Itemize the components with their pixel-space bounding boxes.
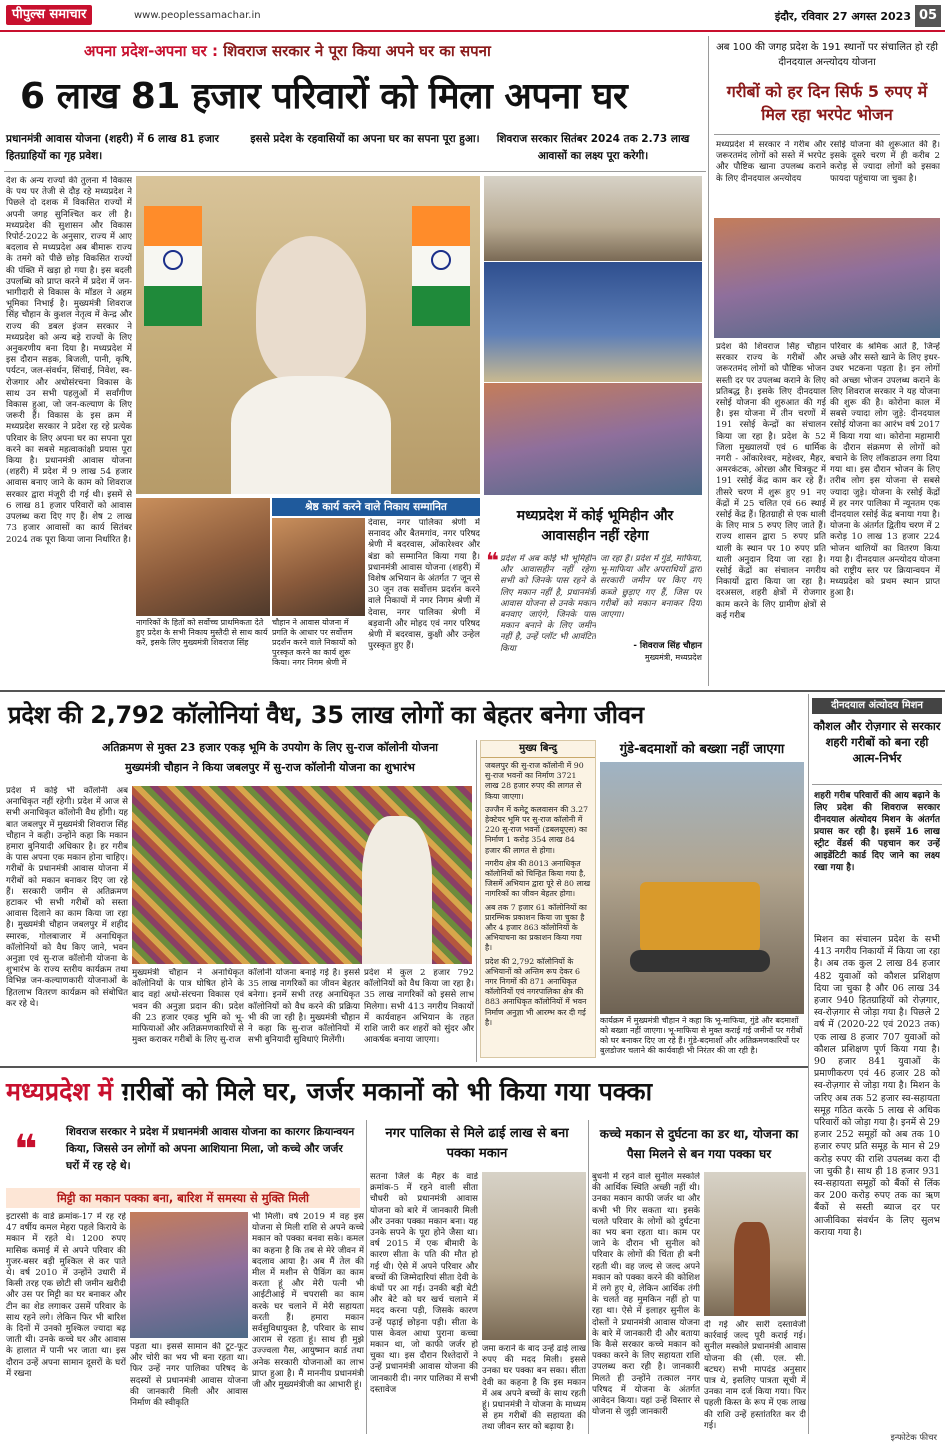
food-headline: गरीबों को हर दिन सिर्फ 5 रुपए में मिल रहा भरपेट भोजन [726, 82, 928, 124]
story2-caption: जमा कराने के बाद उन्हें ढाई लाख रुपए की मदद मिली। इससे उनका घर पक्का बन सका। सीता देवी का कहना है कि इस मकान में अब अपने बच्चों के साथ रहती हूं। प्रधानमंत्री ने योजना के माध्यम से हम गरीबों की सहायता की तथा जीवन स्तर को बढ़ाया है। [482, 1344, 586, 1433]
story1-caption: पड़ता था। इससे सामान की टूट-फूट और चोरी का भय भी बना रहता था। फिर उन्हें नगर पालिका परिषद के सदस्यों से प्रधानमंत्री आवास योजना की जानकारी मिली और आवास निर्माण की स्वीकृति [130, 1342, 248, 1409]
masthead [0, 0, 945, 32]
key-points-list [481, 758, 595, 1031]
award-presentation-photo [272, 518, 365, 616]
pakka-headline-red: मध्यप्रदेश में [6, 1077, 114, 1106]
lead-kicker-prefix: अपना प्रदेश-अपना घर : [84, 42, 218, 60]
quote-headline: मध्यप्रदेश में कोई भूमिहीन और आवासहीन नहीं रहेगा [516, 508, 674, 544]
quote-column-2: जा रहा है। प्रदेश में गुंडे, माफिया, भू-माफिया और अपराधियों द्वारा सरकारी जमीन पर किए गए कब्जे छुड़ाए गए हैं, जिस पर गरीबों को मकान बनाकर दिया जाएगा। [600, 554, 702, 621]
lead-highlight-2: इससे प्रदेश के रहवासियों का अपना घर का सपना पूरा हुआ। [250, 133, 480, 145]
pm-modi-photo [136, 176, 480, 494]
award-banner: श्रेष्ठ कार्य करने वाले निकाय सम्मानित [272, 498, 480, 516]
story2-house-photo [482, 1172, 586, 1340]
story3-col1: बुधनी में रहने वाले सुनील मस्कोले की आर्थिक स्थिति अच्छी नहीं थी। उनका मकान काफी जर्जर था और कभी भी गिर सकता था। इसके चलते परिवार के लोगों को दुर्घटना का भय बना रहता था। काम पर जाने के दौरान भी सुनील को परिवार के लोगों की चिंता ही बनी रहती थी। वह जल्द से जल्द अपने मकान को पक्का करने की कोशिश में लगे हुए थे, लेकिन आर्थिक तंगी के चलते वह मुमकिन नहीं हो पा रहा था। ऐसे में इलाहर सुनील के दोस्तों ने प्रधानमंत्री आवास योजना के बारे में जानकारी दी और बताया कि कैसे सरकार कच्चे मकान को पक्का करने के लिए सहायता राशि उपलब्ध करा रही है। जानकारी मिलते ही उन्होंने तत्काल नगर परिषद में योजना के अंतर्गत आवेदन किया। यहां उन्हें विस्तार से योजना से जुड़ी जानकारी [592, 1172, 700, 1418]
cm-award-photo [136, 498, 270, 616]
dateline: इंदौर, रविवार 27 अगस्त 2023 [774, 10, 911, 23]
story1-col1: इटारसी के वार्ड क्रमांक-17 में रह रहे 47 वर्षीय कमल मेहरा पहले किराये के मकान में रहते थे। 1200 रुपए मासिक कमाई में से अपने परिवार की गुजर-बसर बड़ी मुश्किल से कर पाते थे। वर्ष 2010 में उन्होंने उधारी में किसी तरह एक छोटी सी जमीन खरीदी और उस पर मिट्टी का घर बनाकर और टीन का शेड लगाकर उसमें परिवार के साथ रहने लगे। लेकिन फिर भी बारिश के दिनों में उनको मुश्किल ज्यादा बढ़ जाती थी। उनके कच्चे घर और आवास के हालात में पानी भर जाता था। इस दौरान उन्हें अपना सामान दूसरों के घरों में रखना [6, 1212, 126, 1379]
lead-kicker [84, 40, 704, 62]
colonies-subhead-1: अतिक्रमण से मुक्त 23 हजार एकड़ भूमि के उपयोग के लिए सु-राज कॉलोनी योजना [101, 741, 439, 754]
website-url[interactable]: www.peoplessamachar.in [134, 10, 261, 21]
award-ceremony-photo [484, 262, 702, 382]
story3-title: कच्चे मकान से दुर्घटना का डर था, योजना का पैसा मिलने से बन गया पक्का घर [599, 1127, 799, 1161]
story3-caption: दी गई और सारी दस्तावेजी कार्रवाई जल्द पूरी कराई गई। सुनील मस्कोले प्रधानमंत्री आवास योजना की (सी. एल. सी. बटघर) सभी मापदंड अनुसार पात्र थे, इसलिए पात्रता सूची में उनका नाम दर्ज किया गया। फिर पहली किस्त के रूप में एक लाख की राशि उन्हें हस्तांतरित कर दी गई। [704, 1320, 806, 1431]
colonies-body-mid-2: कॉलोनी योजना बनाई गई है। इससे 35 लाख नागरिकों का जीवन बेहतर बनेगा। इनमें सभी तरह अनाधिकृत कॉलोनियों को वैध करने की प्रक्रिया भी की जा रही है। मुख्यमंत्री चौहान ने कहा कि सु-राज कॉलोनियों में सभी बुनियादी सुविधाएं मिलेंगी। [248, 968, 360, 1046]
key-point: अब तक 7 हजार 61 कॉलोनियों का प्रारम्भिक प्रकाशन किया जा चुका है और 4 हजार 863 कॉलोनियों के अभियाचना का प्रकाशन किया गया है। [485, 902, 587, 953]
mission-headline: कौशल और रोज़गार से सरकार शहरी गरीबों को बना रही आत्म-निर्भर [813, 719, 941, 765]
lead-highlight-3: शिवराज सरकार सितंबर 2024 तक 2.73 लाख आवासों का लक्ष्य पूरा करेगी। [496, 133, 690, 162]
lead-highlight-1: प्रधानमंत्री आवास योजना (शहरी) में 6 लाख 81 हजार हितग्राहियों का गृह प्रवेश। [6, 133, 219, 162]
colonies-subhead-2: मुख्यमंत्री चौहान ने किया जबलपुर में सु-राज कॉलोनी योजना का शुभारंभ [125, 761, 415, 774]
key-points-title: मुख्य बिन्दु [481, 741, 595, 758]
jabalpur-rally-photo [132, 786, 472, 964]
lead-kicker-text: शिवराज सरकार ने पूरा किया अपने घर का सपना [223, 42, 491, 60]
food-serving-photo [714, 218, 940, 338]
food-col1-top: मध्यप्रदेश में सरकार ने गरीब और जरूरतमंद लोगों को सस्ते में भरपेट और पौष्टिक खाना उपलब्ध कराने के लिए दीनदयाल अन्त्योदय [716, 140, 826, 184]
pakka-quote: शिवराज सरकार ने प्रदेश में प्रधानमंत्री आवास योजना का कारगर क्रियान्वयन किया, जिससे उन लोगों को अपना आशियाना मिला, जो कच्चे और जर्जर घरों में रह रहे थे। [66, 1126, 355, 1172]
colonies-body-left: प्रदेश में कोई भी कॉलोनी अब अनाधिकृत नहीं रहेगी। प्रदेश में आज से सभी अनाधिकृत कॉलोनी वैध होंगी। यह बात जबलपुर में मुख्यमंत्री शिवराज सिंह चौहान ने कही। उन्होंने कहा कि मकान हमारा बुनियादी अधिकार है। हर गरीब के पास अपना एक मकान होना चाहिए। गरीबों के प्रधानमंत्री आवास योजना में गरीबों को मकान बनाकर दिए जा रहे हैं। सरकारी जमीन से अतिक्रमण हटाकर भी सभी गरीबों को सस्ता आवास दिलाने का काम किया जा रहा है। मुख्यमंत्री चौहान जबलपुर में शहीद स्मारक, गोलबाजार में अनाधिकृत कॉलोनियों को वैध किए जाने, भवन अनुज्ञा एवं सु-राज कॉलोनी योजना के शुभारंभ के राज्य स्तरीय कार्यक्रम तथा विभिन्न जन-कल्याणकारी योजनाओं के हितलाभ वितरण कार्यक्रम को संबोधित कर रहे थे। [6, 786, 128, 1009]
food-col2-top: रसोई योजना की शुरूआत की है। इसके दूसरे चरण में ही करीब 2 करोड़ से ज्यादा लोगों को इसका फायदा पहुंचाया जा चुका है। [830, 140, 940, 184]
award-text-right: देवास, नगर पालिका श्रेणी में सनावद और बैतमगांव, नगर परिषद श्रेणी में बदरवास, ओंकारेश्वर और बंडा को सम्मानित किया गया है। प्रधानमंत्री आवास योजना (शहरी) में विशेष अभियान के अंतर्गत 7 जून से 30 जून तक सर्वोत्तम प्रदर्शन करने वाले निकायों में नगर निगम श्रेणी में देवास, नगर पालिका श्रेणी में बड़वानी और मोहद एवं नगर परिषद श्रेणी में बदरवास, कुक्षी और उन्हेल पुरस्कृत हुए हैं। [368, 518, 480, 652]
colonies-headline: प्रदेश की 2,792 कॉलोनियां वैध, 35 लाख लोगों का बेहतर बनेगा जीवन [8, 701, 644, 729]
key-points-box [480, 740, 596, 1058]
story1-title: मिट्टी का मकान पक्का बना, बारिश में समस्या से मुक्ति मिली [6, 1188, 360, 1208]
food-kicker: अब 100 की जगह प्रदेश के 191 स्थानों पर संचालित हो रही दीनदयाल अन्त्योदय योजना [716, 42, 938, 68]
key-point: जबलपुर की सु-राज कॉलोनी में 90 सु-राज भवनों का निर्माण 3721 लाख 28 हजार रुपए की लागत से किया जाएगा। [485, 761, 584, 801]
pakka-headline-text: ग़रीबों को मिले घर, जर्जर मकानों को भी किया गया पक्का [121, 1077, 653, 1106]
lead-body-column: देश के अन्य राज्यों की तुलना में विकास के पथ पर तेजी से दौड़ रहे मध्यप्रदेश ने पिछले दो दशक में विकसित राज्यों में अपनी जगह सुनिश्चित कर ली है। मध्यप्रदेश की सुशासन और विकास रिपोर्ट-2022 के अनुसार, राज्य में आए बदलाव से मध्यप्रदेश अब बीमारू राज्य के तमगे को पीछे छोड़ विकसित राज्यों की पंक्ति में खड़ा हो गया है। इस बदली उपलब्धि को प्राप्त करने में प्रदेश में जन-भागीदारी से विकास के मॉडल ने अहम भूमिका निभाई है। मुख्यमंत्री शिवराज सिंह चौहान के कुशल नेतृत्व में केन्द्र और राज्य की डबल इंजन सरकार ने मध्यप्रदेश को अन्य बड़े राज्यों के लिए अनुकरणीय बना दिया है। मध्यप्रदेश में इस दौरान सड़क, बिजली, पानी, कृषि, पर्यटन, जल-संवर्धन, सिंचाई, निवेश, स्व-रोजगार और अधोसंरचना विकास के साथ उन सभी पहलुओं में सर्वांगीण विकास हुआ, जो जन-कल्याण के लिए जरूरी हैं। विकास के इस क्रम में मध्यप्रदेश सरकार ने प्रदेश रह रहे प्रत्येक परिवार के लिए अपना घर का सपना पूरा करने का सबसे महत्वाकांक्षी प्रयास पूरा किया है। प्रधानमंत्री आवास योजना (शहरी) में प्रदेश में 9 लाख 54 हजार आवास बनाए जाने के काम को शिवराज सरकार द्वारा मंजूरी दी गई थी। इसमें से 6 लाख 81 हजार परिवारों को आवास उपलब्ध करा दिए गए हैं। शेष 2 लाख 73 हजार आवासों का कार्य सितंबर 2024 तक पूरा किया जाना निर्धारित है। [6, 176, 132, 545]
goonda-caption: कार्यक्रम में मुख्यमंत्री चौहान ने कहा कि भू-माफिया, गुंडे और बदमाशों को बख्शा नहीं जाएगा। भू-माफिया से मुक्त कराई गई जमीनों पर गरीबों को घर बनाकर दिए जा रहे हैं। गुंडे-बदमाशों और अतिक्रमणकारियों पर बुलडोजर चलाने की कार्यवाही भी निरंतर की जा रही है। [600, 1016, 803, 1055]
lead-headline: 6 लाख 81 हजार परिवारों को मिला अपना घर [20, 76, 628, 117]
colonies-body-mid-3: प्रदेश में कुल 2 हजार 792 कॉलोनियों को वैध किया जा रहा है। 35 लाख नागरिकों को इससे लाभ मिलेगा। सभी 413 नगरीय निकायों में कार्यवाहन अभियान के तहत राशि जारी कर शहरों को सुंदर और आकर्षक बनाया जाएगा। [364, 968, 474, 1046]
newspaper-logo[interactable]: पीपुल्स समाचार [6, 5, 92, 25]
award-caption: नागरिकों के हितों को सर्वोच्च प्राथमिकता देते हुए प्रदेश के सभी निकाय मुस्तैदी से साथ कार्य करें, इसके लिए मुख्यमंत्री शिवराज सिंह [136, 618, 268, 647]
mission-lead: शहरी गरीब परिवारों की आय बढ़ाने के लिए प्रदेश की शिवराज सरकार दीनदयाल अंत्योदय मिशन के अंतर्गत प्रयास कर रही है। इसमें 16 लाख स्ट्रीट वेंडर्स की पहचान कर उन्हें आइडेंटिटी कार्ड दिए जाने का लक्ष्य रखा गया है। [814, 791, 940, 873]
quote-attribution-name: - शिवराज सिंह चौहान [633, 641, 702, 651]
story1-col3: भी मिली। वर्ष 2019 में वह इस योजना से मिली राशि से अपने कच्चे मकान को पक्का बनवा सके। कमल का कहना है कि तब से मेरे जीवन में बदलाव आया है। अब मैं तेल की मील में मशीन से पैकिंग का काम करता हूं और मेरी पत्नी भी आईटीआई में चपरासी का काम करके घर चलाने में मेरी सहायता करती हैं। हमारा मकान सर्वसुविधायुक्त है, परिवार के साथ आराम से रहता हूं। साथ ही मुझे उज्ज्वला गैस, आयुष्मान कार्ड तथा अनेक सरकारी योजनाओं का लाभ प्राप्त हुआ है। मैं माननीय प्रधानमंत्री जी और मुख्यमंत्रीजी का आभारी हूं। [252, 1212, 364, 1391]
quote-mark: ❝ [486, 549, 499, 574]
page-number: 05 [915, 5, 941, 27]
food-col1-body: प्रदेश की शिवराज सिंह चौहान सरकार राज्य के गरीबों और जरूरतमंद लोगों को पौष्टिक भोजन सस्ती दर पर उपलब्ध कराने के लिए प्रतिबद्ध है। इसके लिए दीनदयाल रसोई योजना की शुरुआत की गई है। इस योजना में तीन चरणों में 191 रसोई केन्द्रों का संचालन किया जा रहा है। प्रदेश के 52 जिला मुख्यालयों एवं 6 धार्मिक नगरी - ओंकारेश्वर, महेश्वर, मैहर, अमरकंटक, ओरछा और चित्रकूट में 191 रसोई केंद्र काम कर रहे हैं। तीसरे चरण में शुरू हुए 91 नए केंद्रों में 25 चलित एवं 66 स्थाई रसोई केंद्र हैं। हितग्राही से एक थाली के लिए मात्र 5 रुपए लिए जाते हैं। राज्य शासन द्वारा 5 रुपए प्रति थाली के स्थान पर 10 रुपए प्रति थाली अनुदान दिया जा रहा है। रसोई केंद्रों का संचालन नगरीय निकायों द्वारा किया जा रहा है। दरअसल, शहरी क्षेत्रों में रोजगार काम करने के लिए ग्रामीण क्षेत्रों से कई गरीब [716, 342, 826, 621]
footer-credit: इन्फोटेक फीचर [890, 1433, 937, 1443]
story3-house-photo [704, 1172, 806, 1316]
quote-column-1: प्रदेश में अब कोई भी भूमिहीन और आवासहीन नहीं रहेगा सभी को जिनके पास रहने के लिए मकान नहीं है, प्रधानमंत्री आवास योजना से उनके मकान बनवाए जाएंगे, जिनके पास मकान बनाने के लिए जमीन नहीं है, उन्हें प्लॉट भी आवंटित किया [500, 554, 596, 654]
housing-photo-top [484, 176, 702, 261]
story1-family-photo [130, 1212, 248, 1338]
mission-body: मिशन का संचालन प्रदेश के सभी 413 नगरीय निकायों में किया जा रहा है। अब तक कुल 2 लाख 84 हजार 482 युवाओं को कौशल प्रशिक्षण दिया जा चुका है और 06 लाख 34 हजार 940 हितग्राहियों को रोज़गार, स्व-रोज़गार से जोड़ा गया है। पिछले 2 वर्ष में (2020-22 एवं 2023 तक) एक लाख 8 हजार 707 युवाओं को कौशल प्रशिक्षण पूर्ण किया गया है। 90 हजार 841 युवाओं के प्रमाणीकरण एवं 46 हजार 28 को स्व-रोज़गार से जोड़ा गया है। मिशन के जरिए अब तक 52 हजार स्व-सहायता समूह गठित करके 5 लाख से अधिक परिवारों को जोड़ा गया है। इनमें से 29 हजार 252 समूहों को अब तक 10 हजार रुपए प्रति समूह के मान से 29 करोड़ रुपए की राशि उपलब्ध करा दी जा चुकी है। साथ ही 18 हजार 931 स्व-सहायता समूहों को बैंकों से लिंक कर 200 करोड़ रुपए तक का ऋण बैंकों से सस्ती ब्याज दर पर आजीविका संवर्धन के लिए सुलभ कराया गया है। [814, 934, 940, 1238]
story2-title: नगर पालिका से मिले ढाई लाख से बना पक्का मकान [385, 1126, 569, 1161]
key-point: प्रदेश की 2,792 कॉलोनियों के अभियानों को अन्तिम रूप देकर 6 नगर निगमों की 871 अनाधिकृत कॉलोनियों एवं नगरपालिका क्षेत्र की 883 अनाधिकृत कॉलोनियों में भवन निर्माण अनुज्ञा भी आरम्भ कर दी गई है। [485, 956, 587, 1027]
bulldozer-photo [600, 762, 804, 1014]
key-point: उज्जैन में कमेटू कलवासन की 3.27 हेक्टेयर भूमि पर सु-राज कॉलोनी में 220 सु-राज भवनों (डबलयूएस) का निर्माण 1 करोड़ 354 लाख 84 हजार की लागत से होगा। [485, 804, 589, 855]
key-point: नगरीय क्षेत्र की 8013 अनाधिकृत कॉलोनियों को चिन्हित किया गया है, जिसमें अभियान द्वारा पूरे से 80 लाख नागरिकों का जीवन बेहतर होगा। [485, 858, 591, 899]
mission-tag: दीनदयाल अंत्योदय मिशन [812, 698, 942, 714]
colonies-body-mid-1: मुख्यमंत्री चौहान ने अनाधिकृत कॉलोनियों के पात्र घोषित होने के बाद वहां अधो-संरचना विकास एवं भवन की अनुज्ञा प्रदान की। प्रदेश की 23 हजार एकड़ भूमि को भू-माफियाओं और अतिक्रमणकारियों से मुक्त कराकर गरीबों के लिए सु-राज [132, 968, 244, 1046]
food-col2-body: परिवार के श्रमिक आते हैं, जिन्हें अच्छे और सस्ते खाने के लिए इधर-उधर भटकना पड़ता है। इन लोगों को अच्छा भोजन उपलब्ध कराने के लिए शिवराज सरकार ने यह योजना की शुरू की है। कोरोना काल में सबसे ज्यादा लोग जुड़े: दीनदयाल रसोई योजना का आरंभ वर्ष 2017 में किया गया था। कोरोना महामारी के दौरान संक्रमण से लोगों को बचाने के लिए लॉकडाउन लगा दिया गया था। इस दौरान भोजन के लिए तरीब लोग इस योजना से सबसे ज्यादा जुड़े। योजना के रसोई केंद्रों में हर नगर पालिका में न्यूनतम एक दीनदयाल रसोई केंद्र बनाया गया है। योजना के अंतर्गत द्वितीय चरण में 2 करोड़ 10 लाख 13 हजार 224 भोजन थालियों का वितरण किया गया है। दीनदयाल अन्त्योदय योजना को राष्ट्रीय स्तर पर क्रियान्वयन में मध्यप्रदेश को प्रथम स्थान प्राप्त हुआ है। [830, 342, 940, 599]
pakka-quote-mark: ❝ [14, 1127, 38, 1173]
quote-attribution-title: मुख्यमंत्री, मध्यप्रदेश [644, 653, 702, 662]
goonda-headline: गुंडे-बदमाशों को बख्शा नहीं जाएगा [619, 742, 785, 757]
award-text-mid: चौहान ने आवास योजना में प्रगति के आधार पर सर्वोत्तम प्रदर्शन करने वाले निकायों को पुरस्कृत करने का कार्य शुरू किया। नगर निगम श्रेणी में [272, 618, 357, 666]
beneficiaries-photo-grid [484, 383, 702, 495]
pakka-headline [6, 1072, 806, 1112]
story2-body: सतना जिले के मैहर के वार्ड क्रमांक-5 में रहने वाली सीता चौधरी को प्रधानमंत्री आवास योजना को बारे में जानकारी मिली और उनका पक्का मकान बना। यह उनके सपने के पूरा होने जैसा था। वर्ष 2015 में एक बीमारी के कारण सीता के पति की मौत हो गई थी। ऐसे में अपने परिवार और बच्चों की जिम्मेदारियां सीता देवी के कंधों पर आ गई। उनकी बड़ी बेटी और बेटे को घर खर्च चलाने में मदद करना पड़ी, जिसके कारण उन्हें पढ़ाई छोड़ना पड़ी। सीता के पास केवल आधा पुराना कच्चा मकान था, जो काफी जर्जर हो चुका था। इस दौरान रिश्तेदारों ने उन्हें प्रधानमंत्री आवास योजना की जानकारी दी। नगर पालिका में सभी दस्तावेज [370, 1172, 478, 1395]
